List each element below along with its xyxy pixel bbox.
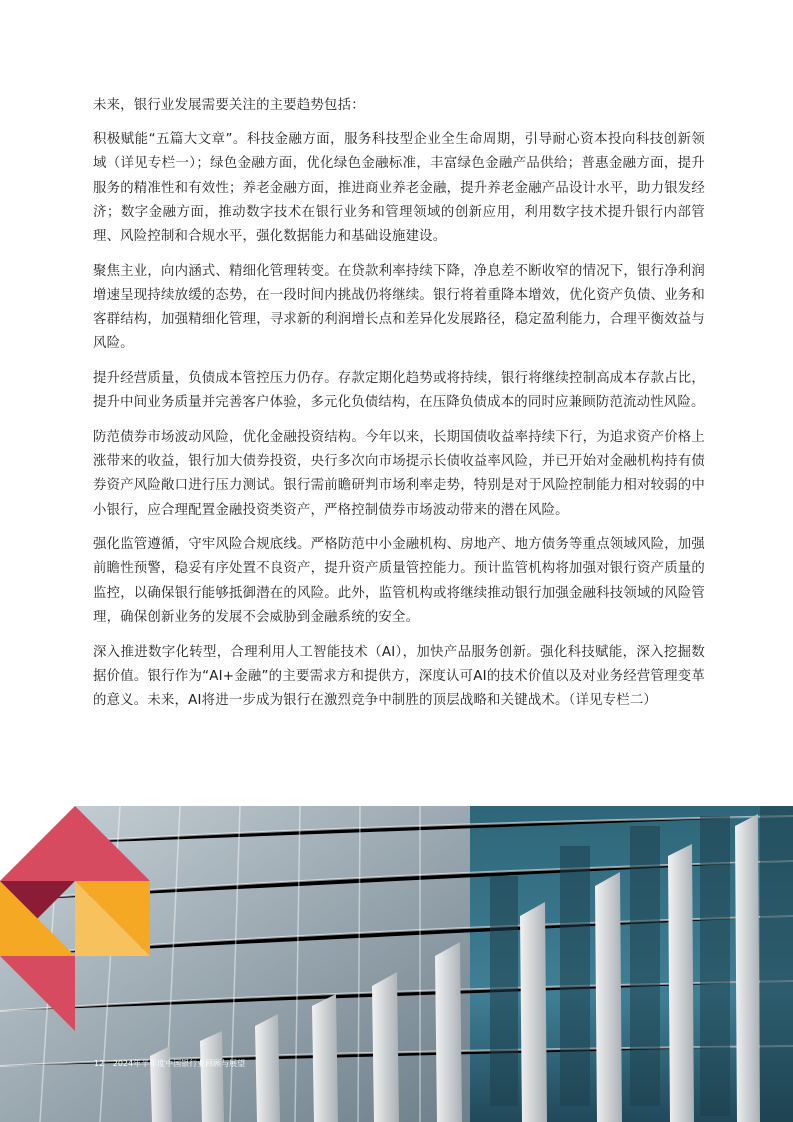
paragraph-bond-risk: 防范债券市场波动风险，优化金融投资结构。今年以来，长期国债收益率持续下行，为追求资产价格上涨带来的收益，银行加大债券投资，央行多次向市场提示长债收益率风险，并已开始对金融机构持有债券资产风险敞口进行压力测试。银行需前瞻研判市场利率走势，特别是对于风险控制能力相对较弱的中小银行，应合理配置金融投资类资产，严格控制债券市场波动带来的潜在风险。 <box>93 429 705 518</box>
paragraph-digital-transformation: 深入推进数字化转型，合理利用人工智能技术（AI），加快产品服务创新。强化科技赋能，深入挖掘数据价值。银行作为“AI+金融”的主要需求方和提供方，深度认可AI的技术价值以及对业务经营管理变革的意义。未来，AI将进一步成为银行在激烈竞争中制胜的顶层战略和关键战术。（详见专栏二） <box>93 644 705 708</box>
building-illustration <box>0 806 793 1122</box>
footer-title: 2024年半年度中国银行业回顾与展望 <box>112 1059 246 1068</box>
paragraph-five-articles: 积极赋能“五篇大文章”。科技金融方面，服务科技型企业全生命周期，引导耐心资本投向科技创新领域（详见专栏一）；绿色金融方面，优化绿色金融标准，丰富绿色金融产品供给；普惠金融方面，提升服务的精准性和有效性；养老金融方面，推进商业养老金融，提升养老金融产品设计水平，助力银发经济；数字金融方面，推动数字技术在银行业务和管理领域的创新应用，利用数字技术提升银行内部管理、风险控制和合规水平，强化数据能力和基础设施建设。 <box>93 132 705 245</box>
body-text <box>93 94 705 724</box>
paragraph-core-business: 聚焦主业，向内涵式、精细化管理转变。在贷款利率持续下降，净息差不断收窄的情况下，银行净利润增速呈现持续放缓的态势，在一段时间内挑战仍将继续。银行将着重降本增效，优化资产负债、业务和客群结构，加强精细化管理，寻求新的利润增长点和差异化发展路径，稳定盈利能力，合理平衡效益与风险。 <box>93 263 705 352</box>
intro-text: 未来，银行业发展需要关注的主要趋势包括： <box>93 98 365 113</box>
building-photo <box>0 806 793 1122</box>
page-number: 12 <box>94 1059 105 1068</box>
paragraph-regulation: 强化监管遵循，守牢风险合规底线。严格防范中小金融机构、房地产、地方债务等重点领域风险，加强前瞻性预警，稳妥有序处置不良资产，提升资产质量管控能力。预计监管机构将加强对银行资产质量的监控，以确保银行能够抵御潜在的风险。此外，监管机构或将继续推动银行加强金融科技领域的风险管理，确保创新业务的发展不会威胁到金融系统的安全。 <box>93 537 705 625</box>
page-footer <box>94 1058 245 1069</box>
paragraph-operating-quality: 提升经营质量，负债成本管控压力仍存。存款定期化趋势或将持续，银行将继续控制高成本存款占比，提升中间业务质量并完善客户体验，多元化负债结构，在压降负债成本的同时应兼顾防范流动性风险。 <box>93 371 705 411</box>
